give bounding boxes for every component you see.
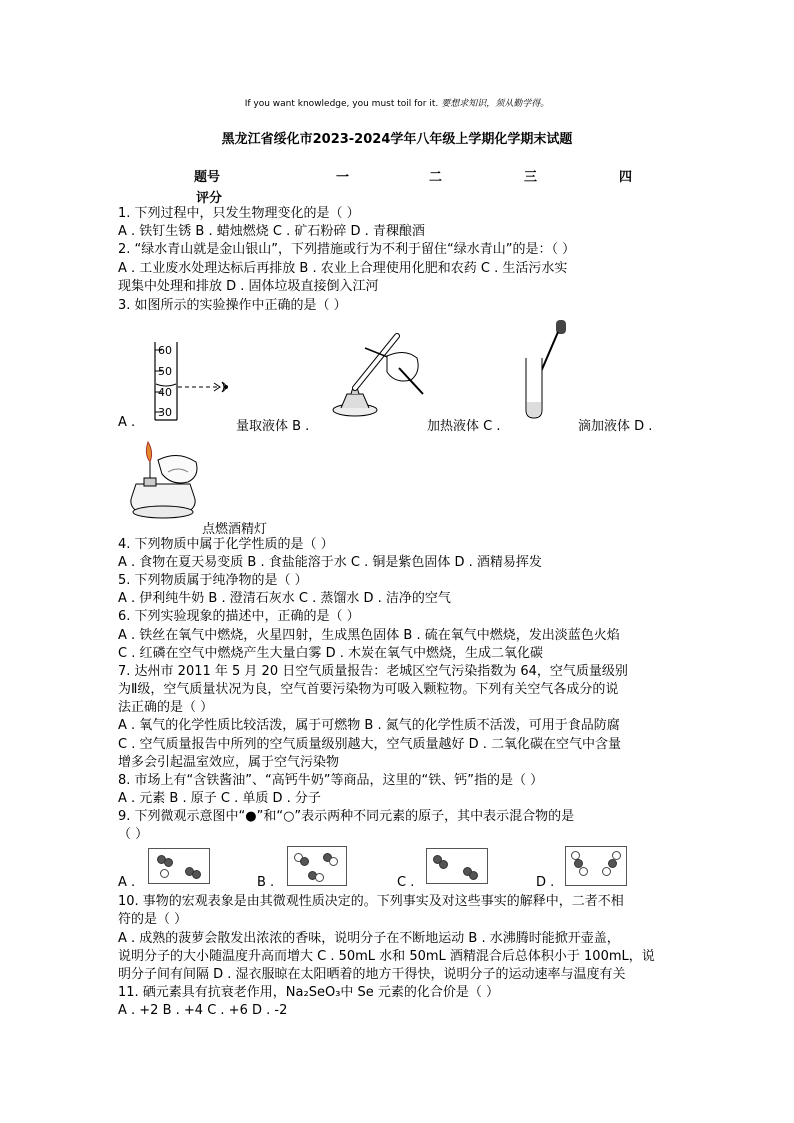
q9-diagram-a: [148, 848, 210, 884]
question-6-options-2: C . 红磷在空气中燃烧产生大量白雾 D . 木炭在氧气中燃烧，生成二氧化碳: [118, 646, 544, 661]
question-10-line-1: 10. 事物的宏观表象是由其微观性质决定的。下列事实及对这些事实的解释中，二者不相: [118, 894, 624, 909]
tick-40: 40: [158, 386, 172, 399]
heating-liquid-figure: [325, 328, 435, 422]
tick-30: 30: [158, 406, 172, 419]
score-col-1: 一: [336, 170, 350, 185]
question-4: 4. 下列物质中属于化学性质的是（ ）: [118, 537, 334, 552]
q9-option-a: A .: [118, 875, 136, 890]
question-7-options-1: A . 氧气的化学性质比较活泼，属于可燃物 B . 氮气的化学性质不活泼，可用于食品防腐: [118, 718, 620, 733]
q3-option-a-caption: 量取液体 B .: [236, 419, 310, 434]
measuring-cylinder-figure: [150, 340, 240, 422]
motto-en: If you want knowledge, you must toil for it.: [244, 99, 439, 109]
score-col-2: 二: [429, 170, 443, 185]
score-col-3: 三: [524, 170, 538, 185]
q9-diagram-c: [426, 848, 488, 884]
q3-option-c-caption: 滴加液体 D .: [578, 419, 653, 434]
question-7-line-2: 为Ⅱ级，空气质量状况为良，空气首要污染物为可吸入颗粒物。下列有关空气各成分的说: [118, 682, 619, 697]
question-4-options: A . 食物在夏天易变质 B . 食盐能溶于水 C . 铜是紫色固体 D . 酒精易挥发: [118, 555, 542, 570]
tick-50: 50: [158, 365, 172, 378]
question-1: 1. 下列过程中，只发生物理变化的是（ ）: [118, 206, 360, 221]
dropper-figure: [520, 318, 570, 422]
question-7-line-1: 7. 达州市 2011 年 5 月 20 日空气质量报告：老城区空气污染指数为 64，空气质量级别: [118, 664, 628, 679]
motto-cn: 要想求知识，须从勤学得。: [441, 99, 550, 109]
question-10-options-2: 说明分子的大小随温度升高而增大 C . 50mL 水和 50mL 酒精混合后总体积小于 100mL，说: [118, 949, 655, 964]
q9-diagram-b: [287, 846, 347, 886]
question-5: 5. 下列物质属于纯净物的是（ ）: [118, 573, 308, 588]
question-2-options-1: A . 工业废水处理达标后再排放 B . 农业上合理使用化肥和农药 C . 生活污水实: [118, 261, 568, 276]
q3-option-a-label: A .: [118, 415, 136, 430]
question-10-options-3: 明分子间有间隔 D . 湿衣服晾在太阳晒着的地方干得快，说明分子的运动速率与温度有关: [118, 967, 626, 982]
question-2: 2. “绿水青山就是金山银山”，下列措施或行为不利于留住“绿水青山”的是：（ ）: [118, 242, 576, 257]
question-3: 3. 如图所示的实验操作中正确的是（ ）: [118, 298, 347, 313]
question-8: 8. 市场上有“含铁酱油”、“高钙牛奶”等商品，这里的“铁、钙”指的是（ ）: [118, 773, 544, 788]
tick-60: 60: [158, 344, 172, 357]
question-7-options-3: 增多会引起温室效应，属于空气污染物: [118, 755, 340, 770]
page-title: 黑龙江省绥化市2023-2024学年八年级上学期化学期末试题: [221, 132, 573, 147]
score-row-label: 评分: [196, 191, 223, 206]
motto: [0, 96, 794, 109]
q9-option-b: B .: [257, 875, 275, 890]
question-11-options: A . +2 B . +4 C . +6 D . -2: [118, 1003, 288, 1018]
alcohol-lamp-figure: [118, 440, 204, 520]
question-10-options-1: A . 成熟的菠萝会散发出浓浓的香味，说明分子在不断地运动 B . 水沸腾时能掀开壶盖，: [118, 931, 620, 946]
q3-option-b-caption: 加热液体 C .: [427, 419, 501, 434]
question-6-options-1: A . 铁丝在氧气中燃烧，火星四射，生成黑色固体 B . 硫在氧气中燃烧，发出淡蓝色火焰: [118, 628, 620, 643]
question-7-options-2: C . 空气质量报告中所列的空气质量级别越大，空气质量越好 D . 二氧化碳在空气中含量: [118, 737, 622, 752]
q9-diagram-d: [565, 846, 627, 886]
question-2-options-2: 现集中处理和排放 D . 固体垃圾直接倒入江河: [118, 279, 379, 294]
q9-option-c: C .: [397, 875, 415, 890]
question-1-options: A . 铁钉生锈 B . 蜡烛燃烧 C . 矿石粉碎 D . 青稞酿酒: [118, 224, 425, 239]
question-9-line-2: （ ）: [118, 827, 149, 842]
question-11: 11. 硒元素具有抗衰老作用，Na₂SeO₃中 Se 元素的化合价是（ ）: [118, 985, 500, 1000]
q9-option-d: D .: [536, 875, 555, 890]
score-col-label: 题号: [194, 170, 221, 185]
question-9-line-1: 9. 下列微观示意图中“●”和“○”表示两种不同元素的原子，其中表示混合物的是: [118, 809, 575, 824]
question-6: 6. 下列实验现象的描述中，正确的是（ ）: [118, 609, 360, 624]
question-10-line-2: 符的是（ ）: [118, 912, 188, 927]
q3-option-d-caption: 点燃酒精灯: [202, 522, 268, 537]
question-7-line-3: 法正确的是（ ）: [118, 700, 214, 715]
question-5-options: A . 伊利纯牛奶 B . 澄清石灰水 C . 蒸馏水 D . 洁净的空气: [118, 591, 451, 606]
score-table: [0, 166, 794, 206]
score-col-4: 四: [619, 170, 633, 185]
question-8-options: A . 元素 B . 原子 C . 单质 D . 分子: [118, 791, 321, 806]
